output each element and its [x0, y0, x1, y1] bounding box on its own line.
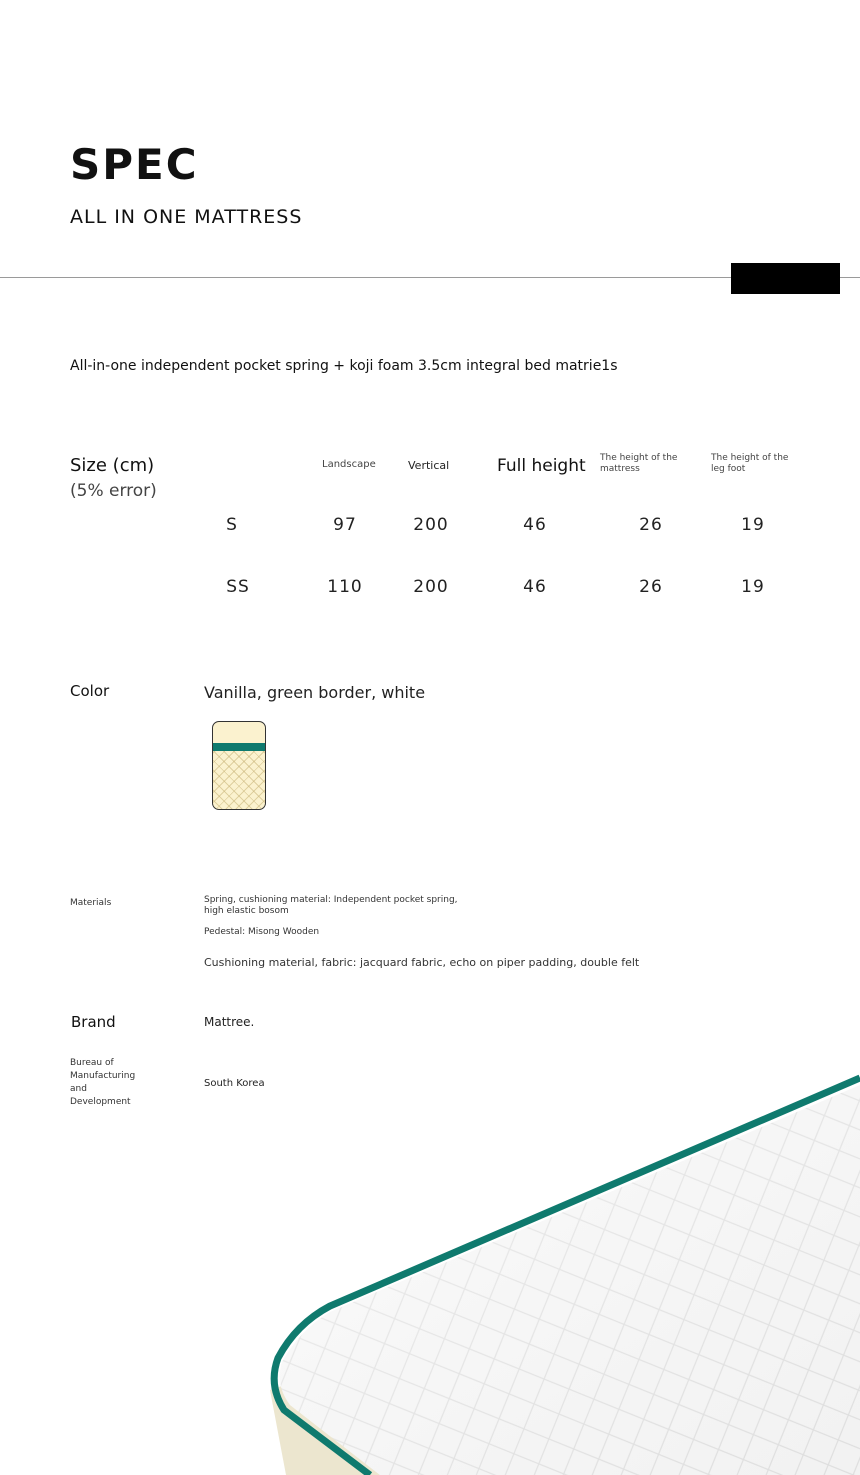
- page-title: SPEC: [70, 140, 199, 189]
- table-cell: 97: [333, 515, 357, 535]
- column-header-leg-height: The height of the leg foot: [711, 453, 789, 474]
- brand-value: Mattree.: [204, 1015, 255, 1029]
- mattress-illustration: [0, 1040, 860, 1475]
- table-cell: 26: [639, 577, 663, 597]
- column-header-full-height: Full height: [497, 456, 586, 476]
- table-cell: 46: [523, 577, 547, 597]
- header-tab-block: [731, 263, 840, 294]
- materials-line: Pedestal: Misong Wooden: [204, 927, 320, 937]
- size-row-label: SS: [226, 577, 250, 597]
- swatch-quilt-pattern: [213, 751, 265, 809]
- origin-label: Bureau of Manufacturing and Development: [70, 1058, 136, 1107]
- color-swatch: [212, 721, 266, 810]
- product-description: All-in-one independent pocket spring + koji foam 3.5cm integral bed matrie1s: [70, 358, 618, 374]
- brand-label: Brand: [71, 1013, 116, 1031]
- size-title: Size (cm): [70, 455, 155, 476]
- table-cell: 200: [413, 515, 449, 535]
- column-header-landscape: Landscape: [322, 459, 376, 470]
- column-header-mattress-height: The height of the mattress: [600, 453, 678, 474]
- origin-value: South Korea: [204, 1078, 265, 1089]
- table-cell: 200: [413, 577, 449, 597]
- page-subtitle: ALL IN ONE MATTRESS: [70, 206, 303, 228]
- materials-line: Spring, cushioning material: Independent pocket spring, high elastic bosom: [204, 895, 458, 916]
- size-row-label: S: [226, 515, 238, 535]
- table-cell: 46: [523, 515, 547, 535]
- column-header-vertical: Vertical: [408, 459, 450, 472]
- materials-label: Materials: [70, 898, 112, 908]
- table-cell: 110: [327, 577, 363, 597]
- color-label: Color: [70, 682, 110, 700]
- table-cell: 19: [741, 577, 765, 597]
- table-cell: 19: [741, 515, 765, 535]
- materials-line: Cushioning material, fabric: jacquard fabric, echo on piper padding, double felt: [204, 956, 640, 969]
- table-cell: 26: [639, 515, 663, 535]
- size-note: (5% error): [70, 481, 157, 501]
- color-value: Vanilla, green border, white: [204, 683, 426, 702]
- swatch-border-band: [213, 743, 265, 751]
